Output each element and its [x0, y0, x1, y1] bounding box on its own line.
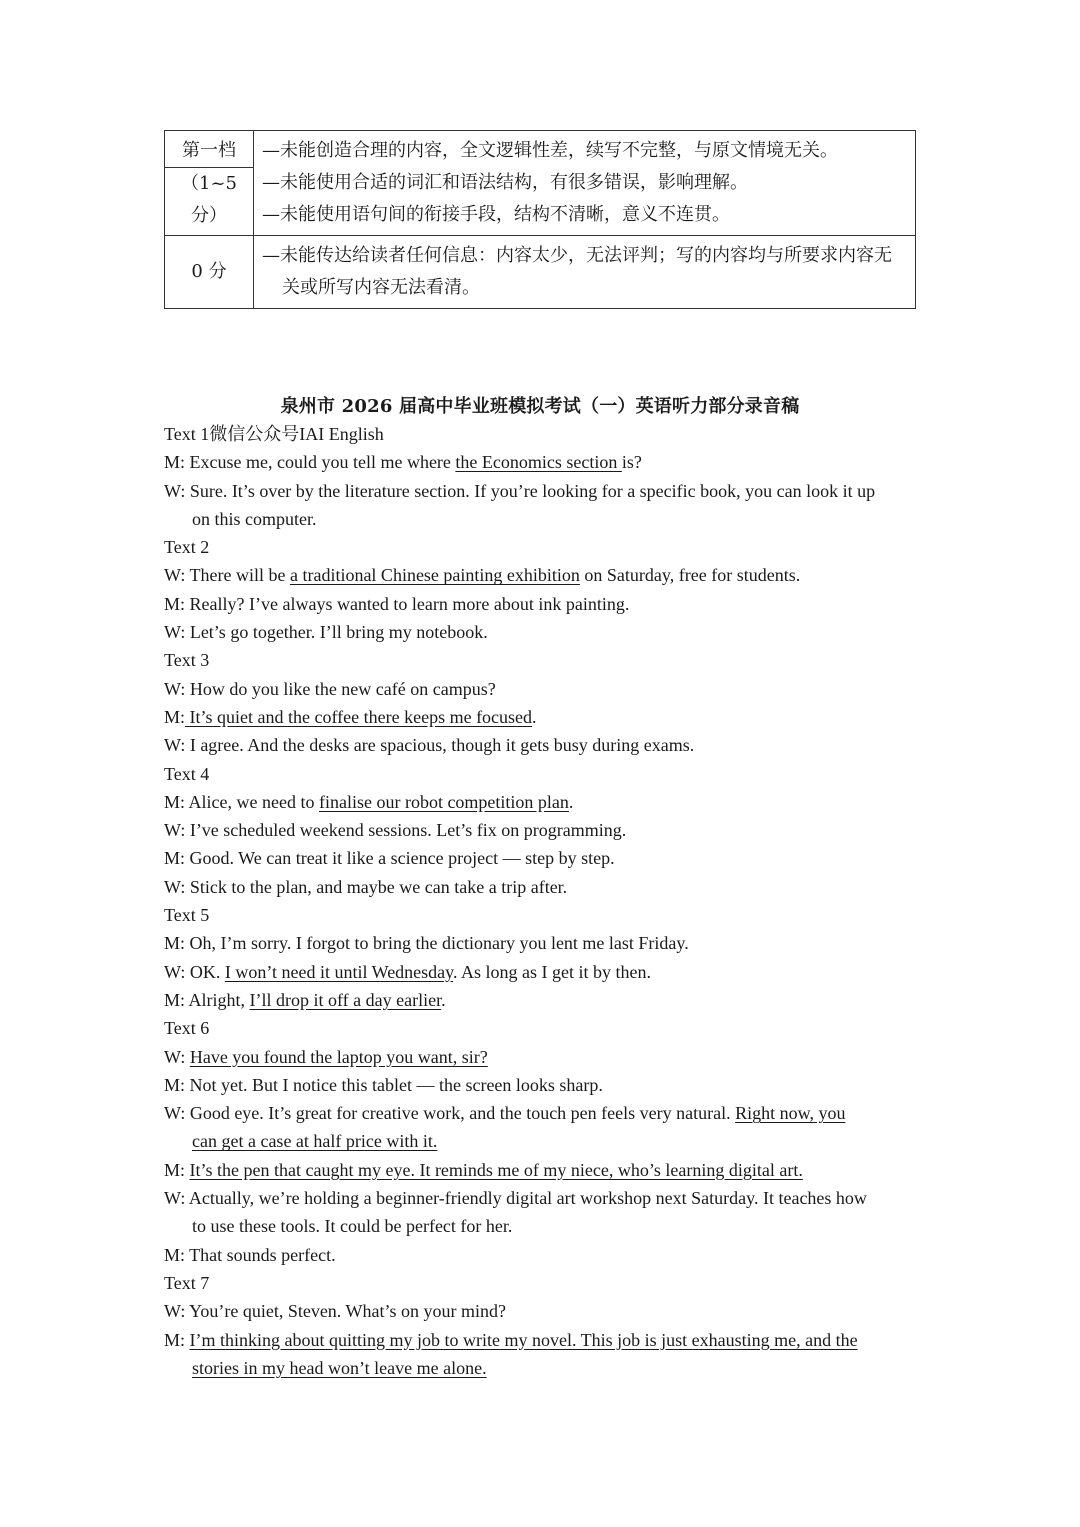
dialogue-line: [164, 703, 920, 731]
dialogue-line: W: Sure. It’s over by the literature section. If you’re looking for a specific book, you can look it up: [164, 480, 876, 501]
dialogue-line: M: Oh, I’m sorry. I forgot to bring the dictionary you lent me last Friday.: [164, 933, 689, 954]
dialogue-line: [164, 561, 920, 589]
criteria-cell: [254, 131, 916, 236]
dialogue-line: [164, 986, 920, 1014]
dialogue-text: W: There will be: [164, 565, 290, 586]
section-heading: Text 5: [164, 905, 210, 926]
dialogue-line: M: Really? I’ve always wanted to learn more about ink painting.: [164, 593, 630, 614]
level-cell: [165, 236, 254, 309]
dialogue-line: M: Good. We can treat it like a science project — step by step.: [164, 848, 615, 869]
dialogue-line: [164, 958, 920, 986]
dialogue-line: W: Stick to the plan, and maybe we can take a trip after.: [164, 876, 568, 897]
criterion-line: —未能使用合适的词汇和语法结构，有很多错误，影响理解。: [262, 172, 748, 193]
underlined-answer: finalise our robot competition plan: [318, 791, 569, 812]
section-heading: Text 3: [164, 650, 210, 671]
dialogue-text: on Saturday, free for students.: [579, 565, 801, 586]
section-heading: Text 6: [164, 1018, 210, 1039]
dialogue-text: .: [441, 989, 446, 1010]
dialogue-text: W: OK.: [164, 961, 225, 982]
dialogue-line: [164, 1099, 920, 1127]
dialogue-text: M:: [164, 706, 186, 727]
table-row: [165, 236, 916, 309]
section-heading: Text 2: [164, 537, 210, 558]
dialogue-text: W:: [164, 1046, 190, 1067]
underlined-answer: It’s quiet and the coffee there keeps me focused: [185, 706, 533, 727]
dialogue-text: is?: [621, 452, 642, 473]
underlined-answer: the Economics section: [455, 452, 622, 473]
dialogue-line: W: Actually, we’re holding a beginner-friendly digital art workshop next Saturday. It teaches how: [164, 1188, 867, 1209]
underlined-answer: I won’t need it until Wednesday: [224, 961, 454, 982]
dialogue-line: [164, 1354, 920, 1382]
dialogue-line: W: I agree. And the desks are spacious, though it gets busy during exams.: [164, 735, 695, 756]
criterion-line: —未能使用语句间的衔接手段，结构不清晰，意义不连贯。: [262, 204, 730, 225]
underlined-answer: can get a case at half price with it.: [192, 1131, 438, 1152]
transcript-title: 泉州市 2026 届高中毕业班模拟考试（一）英语听力部分录音稿: [280, 396, 800, 417]
dialogue-text: M:: [164, 1159, 190, 1180]
level-label: 第一档: [182, 139, 236, 161]
dialogue-text: M: Alright,: [164, 989, 250, 1010]
dialogue-line: W: Let’s go together. I’ll bring my notebook.: [164, 622, 488, 643]
dialogue-line: W: You’re quiet, Steven. What’s on your mind?: [164, 1301, 506, 1322]
underlined-answer: I’m thinking about quitting my job to write my novel. This job is just exhausting me, and the: [189, 1329, 858, 1350]
underlined-answer: Right now, you: [735, 1103, 846, 1124]
dialogue-line: [164, 788, 920, 816]
underlined-answer: a traditional Chinese painting exhibition: [289, 565, 580, 586]
dialogue-line: [164, 1326, 920, 1354]
criterion-line: —未能传达给读者任何信息：内容太少，无法评判；写的内容均与所要求内容无关或所写内容无法看清。: [262, 245, 892, 298]
dialogue-text: M: Alice, we need to: [164, 791, 319, 812]
grading-table: [164, 130, 916, 309]
dialogue-line: [164, 1127, 920, 1155]
criterion-line: —未能创造合理的内容，全文逻辑性差，续写不完整，与原文情境无关。: [262, 140, 838, 161]
dialogue-line: W: How do you like the new café on campus?: [164, 678, 496, 699]
section-heading: Text 4: [164, 763, 210, 784]
level-range-unit: 分）: [191, 204, 227, 226]
transcript-body: [164, 420, 920, 1382]
table-row: [165, 131, 916, 236]
dialogue-line: [164, 1043, 920, 1071]
dialogue-text: . As long as I get it by then.: [453, 961, 651, 982]
underlined-answer: It’s the pen that caught my eye. It reminds me of my niece, who’s learning digital art.: [189, 1159, 803, 1180]
dialogue-line: M: Not yet. But I notice this tablet — the screen looks sharp.: [164, 1074, 603, 1095]
dialogue-text: .: [532, 706, 537, 727]
dialogue-line: M: That sounds perfect.: [164, 1244, 336, 1265]
dialogue-text: M: Excuse me, could you tell me where: [164, 452, 456, 473]
dialogue-text: M:: [164, 1329, 190, 1350]
level-label: 0 分: [191, 261, 227, 282]
dialogue-line: [164, 1156, 920, 1184]
criteria-cell: [254, 236, 916, 309]
dialogue-line: to use these tools. It could be perfect for her.: [192, 1216, 513, 1237]
level-range: （1~5: [165, 167, 253, 200]
underlined-answer: stories in my head won’t leave me alone.: [192, 1357, 487, 1378]
section-heading: Text 1微信公众号IAI English: [164, 424, 384, 444]
level-cell: [165, 131, 254, 236]
section-heading: Text 7: [164, 1272, 210, 1293]
dialogue-line: [164, 448, 920, 476]
dialogue-line: on this computer.: [192, 508, 317, 529]
dialogue-text: .: [568, 791, 574, 812]
dialogue-text: W: Good eye. It’s great for creative work, and the touch pen feels very natural.: [164, 1103, 736, 1124]
underlined-answer: I’ll drop it off a day earlier: [249, 989, 442, 1010]
dialogue-line: W: I’ve scheduled weekend sessions. Let’s fix on programming.: [164, 820, 627, 841]
underlined-answer: Have you found the laptop you want, sir?: [189, 1046, 488, 1067]
